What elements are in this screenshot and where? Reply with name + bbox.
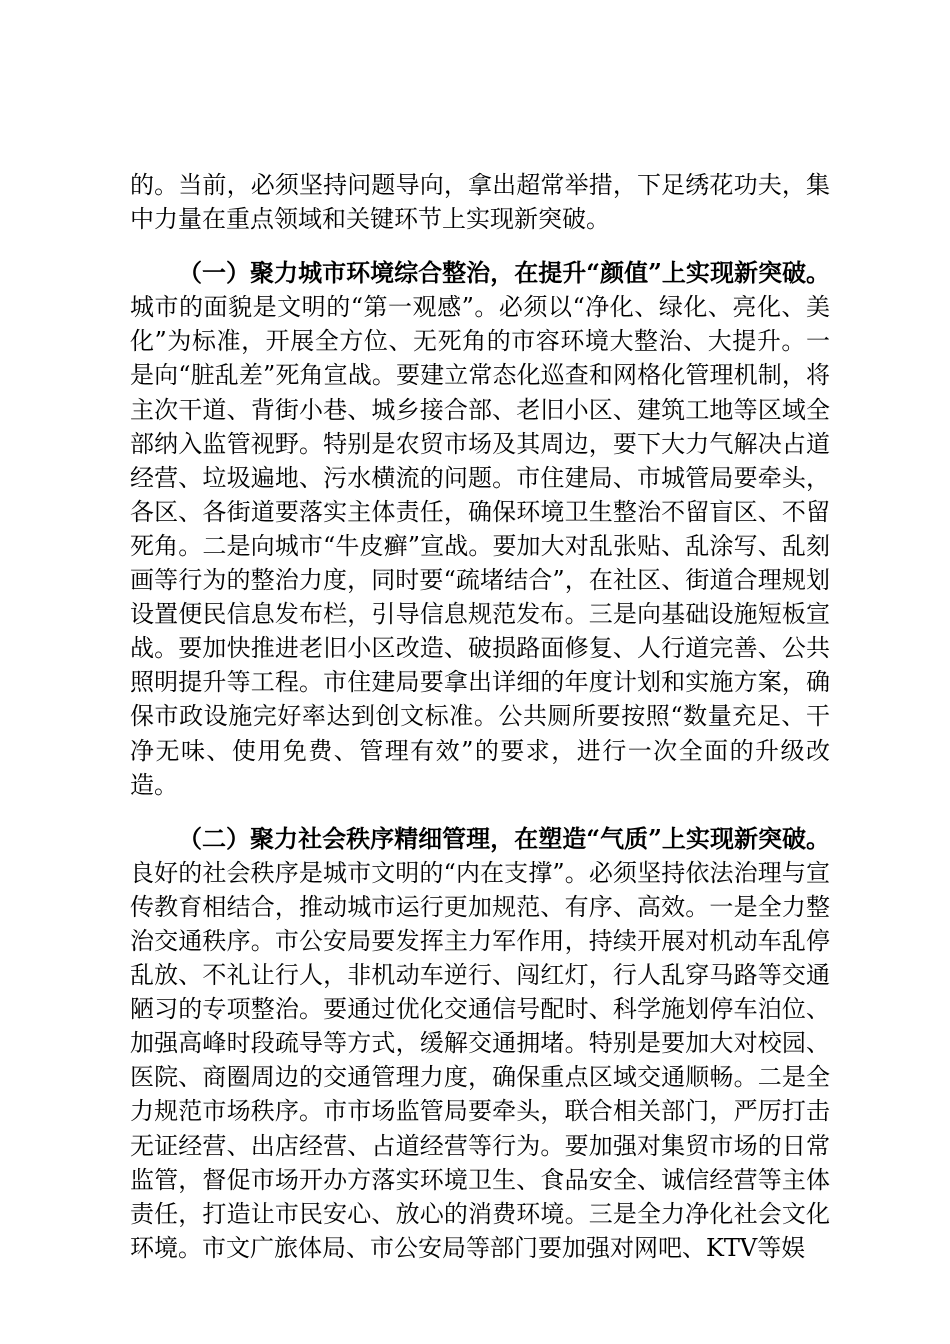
paragraph-text: 的。当前，必须坚持问题导向，拿出超常举措，下足绣花功夫，集中力量在重点领域和关键环节上实现新突破。 [130, 171, 830, 234]
paragraph-text: 良好的社会秩序是城市文明的“内在支撑”。必须坚持依法治理与宣传教育相结合，推动城市运行更加规范、有序、高效。一是全力整治交通秩序。市公安局要发挥主力军作用，持续开展对机动车乱停乱放、不礼让行人，非机动车逆行、闯红灯，行人乱穿马路等交通陋习的专项整治。要通过优化交通信号配时、科学施划停车泊位、加强高峰时段疏导等方式，缓解交通拥堵。特别是要加大对校园、医院、商圈周边的交通管理力度，确保重点区域交通顺畅。二是全力规范市场秩序。市市场监管局要牵头，联合相关部门，严厉打击无证经营、出店经营、占道经营等行为。要加强对集贸市场的日常监管，督促市场开办方落实环境卫生、食品安全、诚信经营等主体责任，打造让市民安心、放心的消费环境。三是全力净化社会文化环境。市文广旅体局、市公安局等部门要加强对网吧、KTV等娱 [130, 858, 830, 1262]
paragraph-intro-continuation [130, 168, 830, 236]
paragraph-section-1 [130, 256, 830, 802]
document-page [130, 168, 830, 1265]
section-heading: （一）聚力城市环境综合整治，在提升“颜值”上实现新突破。 [178, 258, 830, 288]
paragraph-section-2 [130, 822, 830, 1265]
section-heading: （二）聚力社会秩序精细管理，在塑造“气质”上实现新突破。 [178, 823, 830, 853]
paragraph-text: 城市的面貌是文明的“第一观感”。必须以“净化、绿化、亮化、美化”为标准，开展全方位、无死角的市容环境大整治、大提升。一是向“脏乱差”死角宣战。要建立常态化巡查和网格化管理机制，将主次干道、背街小巷、城乡接合部、老旧小区、建筑工地等区域全部纳入监管视野。特别是农贸市场及其周边，要下大力气解决占道经营、垃圾遍地、污水横流的问题。市住建局、市城管局要牵头，各区、各街道要落实主体责任，确保环境卫生整治不留盲区、不留死角。二是向城市“牛皮癣”宣战。要加大对乱张贴、乱涂写、乱刻画等行为的整治力度，同时要“疏堵结合”，在社区、街道合理规划设置便民信息发布栏，引导信息规范发布。三是向基础设施短板宣战。要加快推进老旧小区改造、破损路面修复、人行道完善、公共照明提升等工程。市住建局要拿出详细的年度计划和实施方案，确保市政设施完好率达到创文标准。公共厕所要按照“数量充足、干净无味、使用免费、管理有效”的要求，进行一次全面的升级改造。 [130, 293, 830, 799]
